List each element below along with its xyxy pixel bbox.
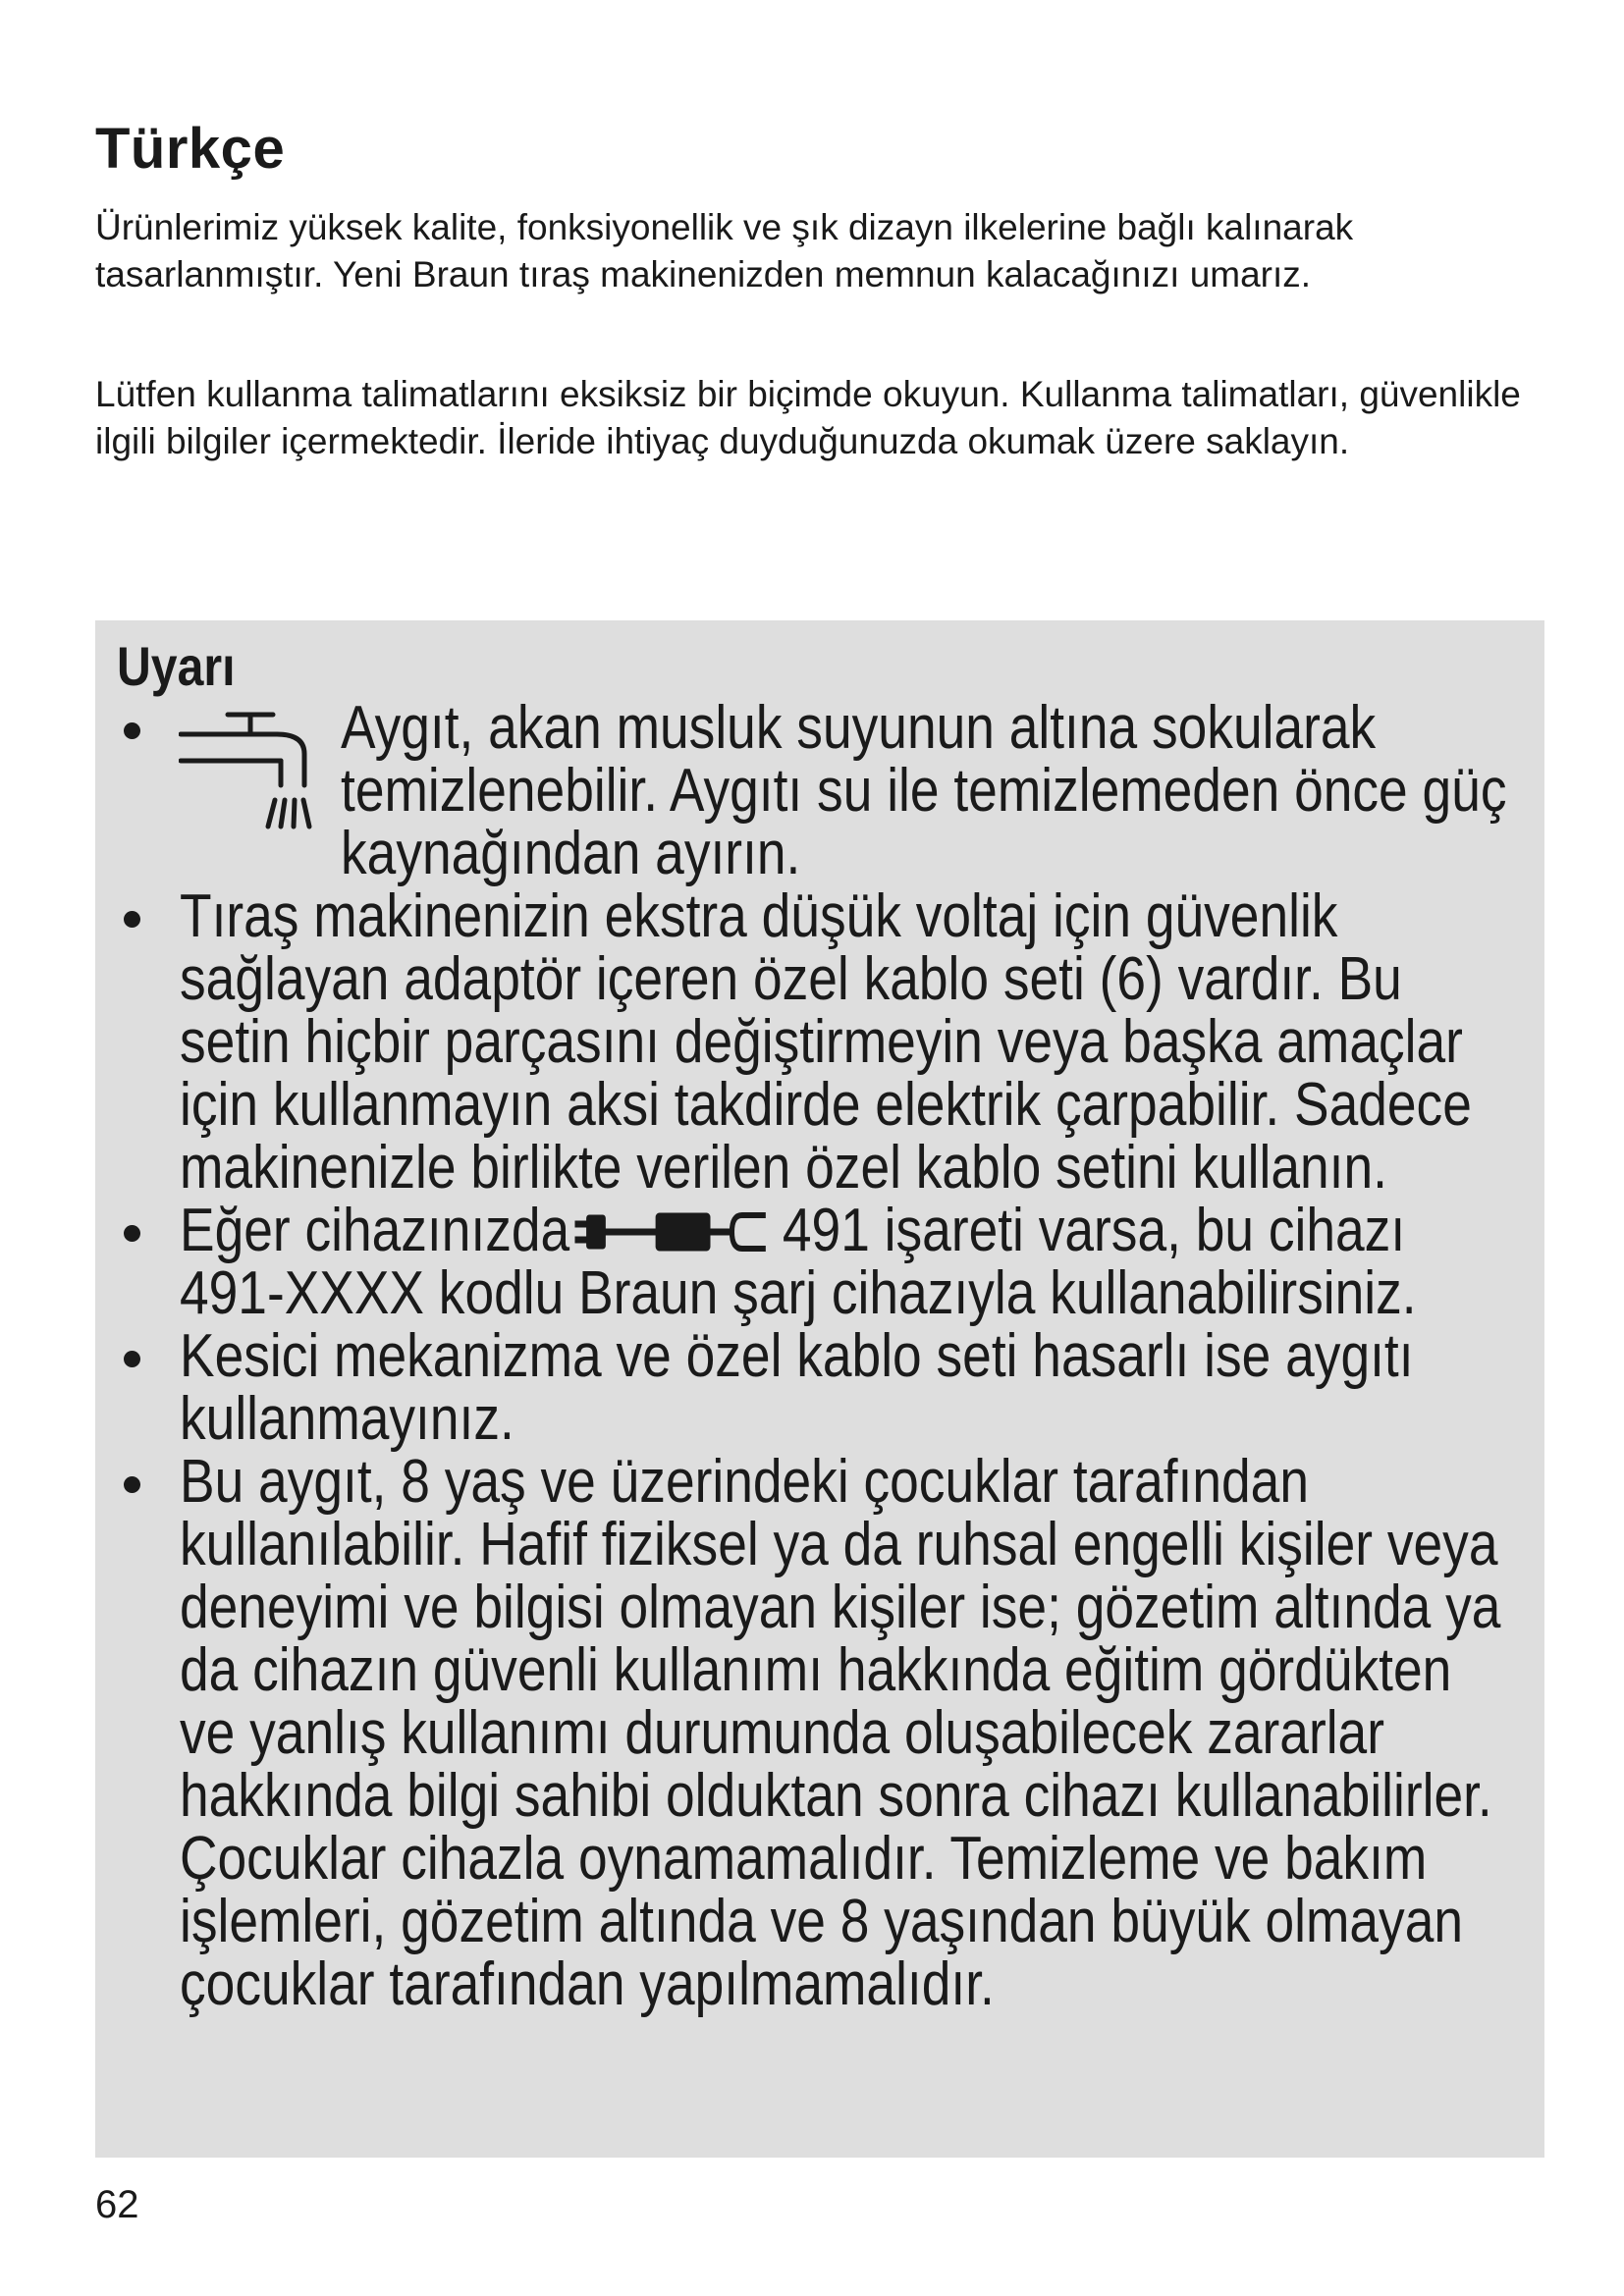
bullet-icon [124, 1351, 140, 1367]
warning-item-text-after: 491 işareti varsa, bu cihazı 491-XXXX kodlu Braun şarj cihazıyla kullanabilirsiniz. [180, 1197, 1417, 1327]
intro-paragraph-2: Lütfen kullanma talimatlarını eksiksiz bir biçimde okuyun. Kullanma talimatları, güvenlikle ilgili bilgiler içermektedir. İleride ihtiyaç duyduğunuzda okumak üzere saklayın. [95, 374, 1521, 461]
warning-box [95, 620, 1544, 2158]
warning-item-water-cleaning [95, 694, 1544, 887]
page-number: 62 [95, 2183, 139, 2226]
bullet-icon [124, 911, 140, 928]
warning-item-cable-set [95, 882, 1544, 1201]
intro-paragraph-1: Ürünlerimiz yüksek kalite, fonksiyonellik ve şık dizayn ilkelerine bağlı kalınarak tasarlanmıştır. Yeni Braun tıraş makinenizden memnun kalacağınızı umarız. [95, 207, 1354, 294]
warning-list [95, 694, 1544, 2018]
warning-item-damaged [95, 1322, 1544, 1453]
warning-item-children [95, 1448, 1544, 2018]
page-title: Türkçe [95, 117, 286, 181]
warning-item-text: Bu aygıt, 8 yaş ve üzerindeki çocuklar tarafından kullanılabilir. Hafif fiziksel ya da ruhsal engelli kişiler veya deneyimi ve bilgisi olmayan kişiler ise; gözetim altında ya da cihazın güvenli kullanımı hakkında eğitim gördükten ve yanlış kullanımı durumunda oluşabilecek zararlar hakkında bilgi sahibi olduktan sonra cihazı kullanabilirler. Çocuklar cihazla oynamamalıdır. Temizleme ve bakım işlemleri, gözetim altında ve 8 yaşından büyük olmayan çocuklar tarafından yapılmamalıdır. [180, 1448, 1501, 2018]
warning-title: Uyarı [117, 635, 236, 697]
bullet-icon [124, 1476, 140, 1493]
charger-plug-icon [574, 1207, 777, 1256]
bullet-icon [124, 722, 140, 739]
warning-item-text [180, 1197, 1514, 1327]
warning-item-text: Kesici mekanizma ve özel kablo seti hasarlı ise aygıtı kullanmayınız. [180, 1322, 1414, 1453]
water-tap-icon [179, 707, 314, 834]
warning-item-text: Aygıt, akan musluk suyunun altına sokularak temizlenebilir. Aygıtı su ile temizlemeden önce güç kaynağından ayırın. [341, 694, 1507, 887]
warning-item-charger [95, 1197, 1544, 1327]
warning-item-text-before: Eğer cihazınızda [180, 1197, 570, 1264]
warning-item-text: Tıraş makinenizin ekstra düşük voltaj için güvenlik sağlayan adaptör içeren özel kablo seti (6) vardır. Bu setin hiçbir parçasını değiştirmeyin veya başka amaçlar için kullanmayın aksi takdirde elektrik çarpabilir. Sadece makinenizle birlikte verilen özel kablo setini kullanın. [180, 882, 1472, 1201]
bullet-icon [124, 1225, 140, 1242]
